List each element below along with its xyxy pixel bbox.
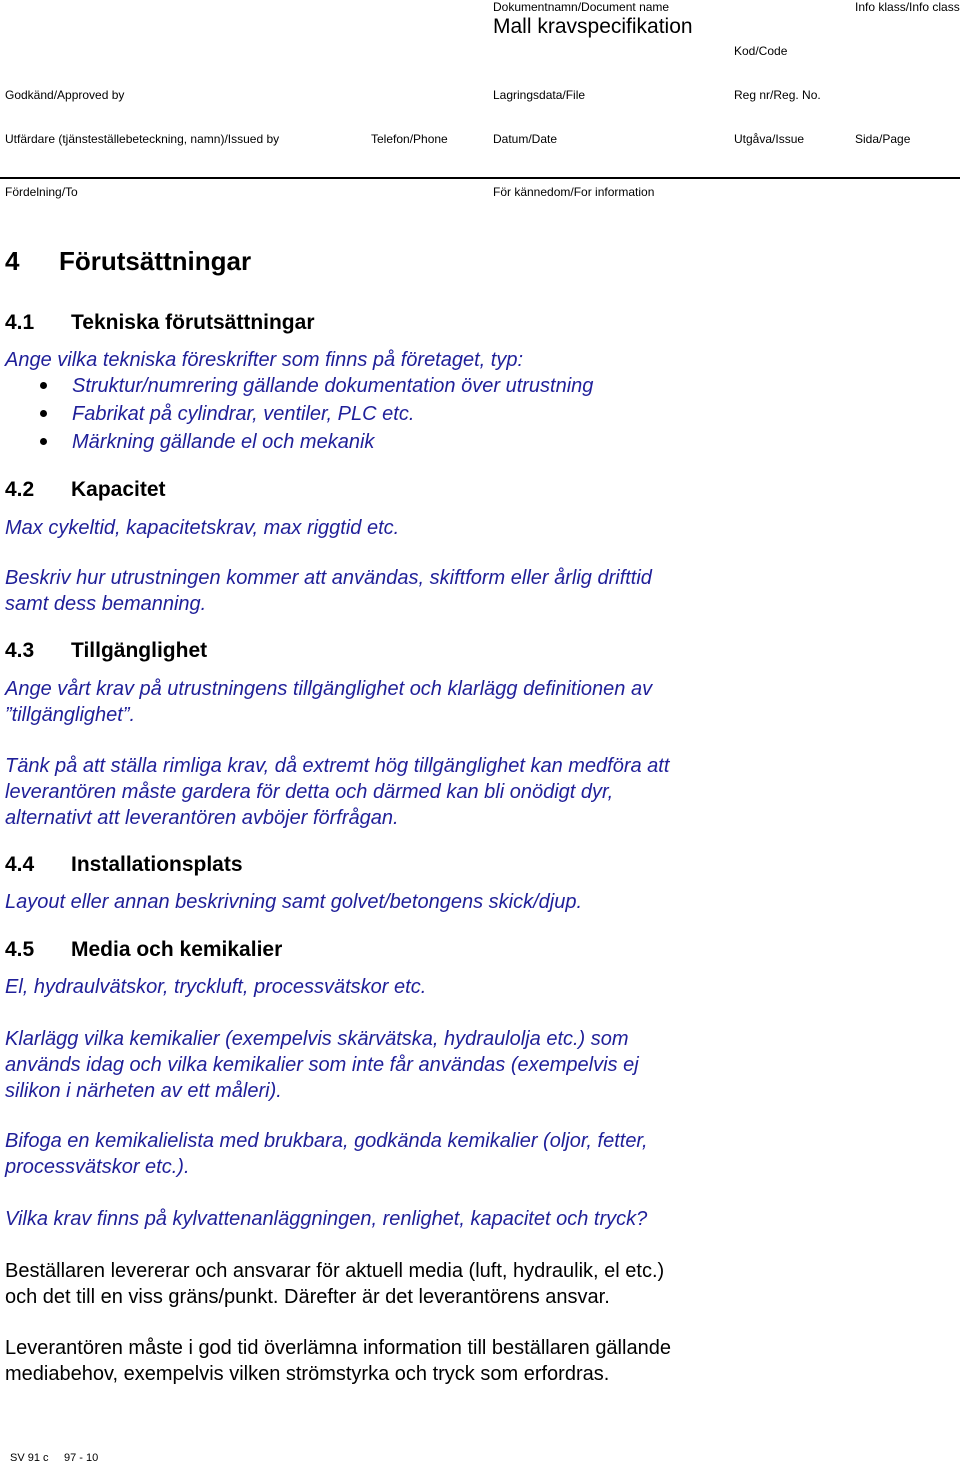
subsection-number: 4.2	[5, 478, 35, 501]
list-item-text: Struktur/numrering gällande dokumentation över utrustning	[72, 375, 594, 397]
body-text: mediabehov, exempelvis vilken strömstyrka och tryck som erfordras.	[5, 1363, 610, 1385]
list-item-text: Märkning gällande el och mekanik	[72, 431, 375, 453]
instruction-text: Tänk på att ställa rimliga krav, då extremt hög tillgänglighet kan medföra att	[5, 755, 670, 777]
instruction-text: används idag och vilka kemikalier som inte får användas (exempelvis ej	[5, 1054, 639, 1076]
instruction-text: Layout eller annan beskrivning samt golvet/betongens skick/djup.	[5, 891, 583, 913]
reg-no-label: Reg nr/Reg. No.	[734, 88, 821, 102]
issue-label: Utgåva/Issue	[734, 132, 805, 146]
info-class-label: Info klass/Info class	[855, 0, 960, 14]
for-information-label: För kännedom/For information	[493, 185, 655, 199]
form-date: 97 - 10	[64, 1452, 99, 1464]
instruction-text: ”tillgänglighet”.	[5, 704, 136, 726]
instruction-text: Max cykeltid, kapacitetskrav, max riggtid etc.	[5, 517, 400, 539]
list-item-text: Fabrikat på cylindrar, ventiler, PLC etc.	[72, 403, 415, 425]
storage-label: Lagringsdata/File	[493, 88, 586, 102]
distribution-label: Fördelning/To	[5, 185, 78, 199]
doc-name-label: Dokumentnamn/Document name	[493, 0, 670, 14]
subsection-title: Installationsplats	[71, 853, 243, 876]
subsection-number: 4.3	[5, 639, 35, 662]
issued-by-label: Utfärdare (tjänsteställebeteckning, namn)/Issued by	[5, 132, 280, 146]
instruction-text: alternativt att leverantören avböjer förfrågan.	[5, 807, 399, 829]
header-divider	[0, 177, 960, 179]
page-label: Sida/Page	[855, 132, 911, 146]
subsection-title: Tekniska förutsättningar	[71, 311, 315, 334]
instruction-text: Ange vårt krav på utrustningens tillgänglighet och klarlägg definitionen av	[5, 678, 653, 700]
subsection-number: 4.4	[5, 853, 35, 876]
instruction-text: silikon i närheten av ett måleri).	[5, 1080, 282, 1102]
instruction-text: Klarlägg vilka kemikalier (exempelvis skärvätska, hydraulolja etc.) som	[5, 1028, 629, 1050]
subsection-title: Tillgänglighet	[71, 639, 208, 662]
instruction-text: Ange vilka tekniska föreskrifter som finns på företaget, typ:	[5, 349, 524, 371]
subsection-heading-4-2	[5, 477, 166, 503]
bullet-icon	[40, 410, 47, 417]
section-heading	[5, 246, 251, 276]
body-text: och det till en viss gräns/punkt. Därefter är det leverantörens ansvar.	[5, 1286, 610, 1308]
form-code: SV 91 c	[10, 1452, 49, 1464]
instruction-text: Beskriv hur utrustningen kommer att användas, skiftform eller årlig drifttid	[5, 567, 652, 589]
subsection-heading-4-4	[5, 852, 243, 878]
instruction-text: Vilka krav finns på kylvattenanläggningen, renlighet, kapacitet och tryck?	[5, 1208, 648, 1230]
document-title: Mall kravspecifikation	[493, 15, 693, 38]
bullet-icon	[40, 382, 47, 389]
section-number: 4	[5, 246, 20, 276]
instruction-text: samt dess bemanning.	[5, 593, 207, 615]
bullet-icon	[40, 438, 47, 445]
instruction-text: processvätskor etc.).	[5, 1156, 190, 1178]
instruction-text: leverantören måste gardera för detta och därmed kan bli onödigt dyr,	[5, 781, 614, 803]
subsection-number: 4.1	[5, 311, 35, 334]
code-label: Kod/Code	[734, 44, 788, 58]
instruction-text: Bifoga en kemikalielista med brukbara, godkända kemikalier (oljor, fetter,	[5, 1130, 648, 1152]
instruction-text: El, hydraulvätskor, tryckluft, processvätskor etc.	[5, 976, 427, 998]
subsection-heading-4-1	[5, 310, 315, 336]
subsection-title: Kapacitet	[71, 478, 166, 501]
date-label: Datum/Date	[493, 132, 558, 146]
subsection-heading-4-5	[5, 937, 282, 963]
subsection-heading-4-3	[5, 638, 207, 664]
body-text: Beställaren levererar och ansvarar för aktuell media (luft, hydraulik, el etc.)	[5, 1260, 665, 1282]
subsection-title: Media och kemikalier	[71, 938, 283, 961]
phone-label: Telefon/Phone	[371, 132, 448, 146]
approved-by-label: Godkänd/Approved by	[5, 88, 125, 102]
section-title: Förutsättningar	[59, 246, 252, 276]
body-text: Leverantören måste i god tid överlämna information till beställaren gällande	[5, 1337, 671, 1359]
subsection-number: 4.5	[5, 938, 35, 961]
